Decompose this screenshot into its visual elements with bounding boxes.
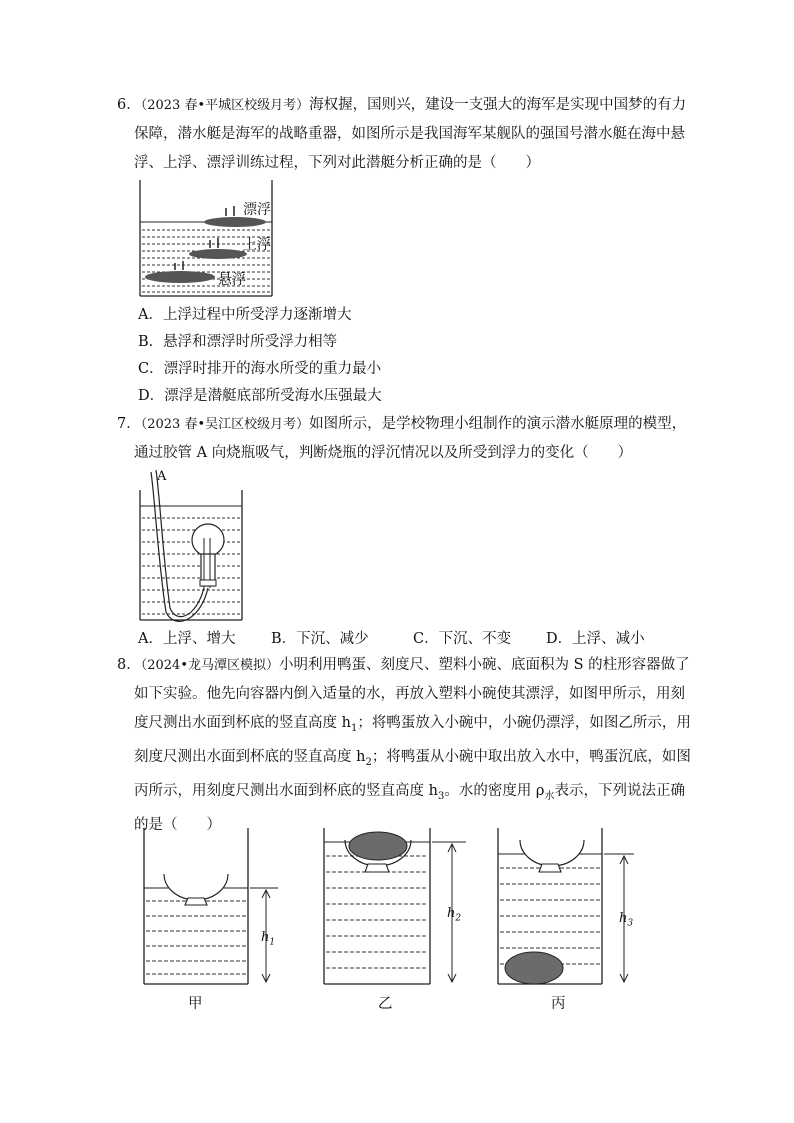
q8-line5 bbox=[117, 777, 691, 811]
q8-line2: 如下实验。他先向容器内倒入适量的水，再放入塑料小碗使其漂浮，如图甲所示，用刻 bbox=[134, 686, 685, 702]
label-xuanfu: 悬浮 bbox=[218, 272, 246, 288]
bowl-bing bbox=[520, 840, 584, 872]
q8-sub-3: 3 bbox=[437, 790, 445, 802]
q8-line6: 的是（ ） bbox=[134, 816, 221, 833]
q8-line4-b: ；将鸭蛋从小碗中取出放入水中，鸭蛋沉底，如图 bbox=[371, 748, 691, 765]
q7-option-d: D．上浮、减小 bbox=[546, 631, 645, 647]
h3-letter: h bbox=[619, 911, 628, 926]
q7-text1: 如图所示，是学校物理小组制作的演示潜水艇原理的模型， bbox=[309, 416, 687, 432]
question-7 bbox=[117, 410, 686, 468]
q6-text1: 海权握，国则兴，建设一支强大的海军是实现中国梦的有力 bbox=[309, 97, 687, 113]
q7-option-b: B．下沉、减少 bbox=[271, 631, 369, 647]
figure-bing bbox=[494, 826, 644, 988]
q6-option-a: A．上浮过程中所受浮力逐渐增大 bbox=[138, 307, 352, 323]
caption-yi: 乙 bbox=[378, 996, 393, 1012]
bowl-jia bbox=[164, 874, 228, 905]
h3-label bbox=[619, 911, 633, 929]
q6-line2: 保障，潜水艇是海军的战略重器，如图所示是我国海军某舰队的强国号潜水艇在海中悬 bbox=[134, 126, 685, 142]
question-6 bbox=[117, 91, 686, 178]
question-8 bbox=[117, 651, 691, 840]
q8-sub-2: 2 bbox=[365, 756, 372, 768]
q6-option-b: B．悬浮和漂浮时所受浮力相等 bbox=[138, 334, 338, 350]
q7-option-c: C．下沉、不变 bbox=[413, 631, 512, 647]
q6-line1 bbox=[117, 91, 686, 120]
h1-label bbox=[261, 930, 275, 948]
caption-bing: 丙 bbox=[551, 996, 566, 1012]
h2-letter: h bbox=[447, 906, 456, 921]
label-piaofu: 漂浮 bbox=[243, 202, 271, 218]
q8-line4 bbox=[117, 743, 691, 777]
q6-number: 6． bbox=[117, 97, 141, 113]
h1-sub: 1 bbox=[269, 937, 276, 948]
q8-line1 bbox=[117, 651, 691, 680]
h1-letter: h bbox=[261, 930, 270, 945]
q8-line5-a: 丙所示，用刻度尺测出水面到杯底的竖直高度 h bbox=[134, 782, 438, 799]
q6-line3: 浮、上浮、漂浮训练过程，下列对此潜艇分析正确的是（ ） bbox=[134, 155, 540, 171]
figure-jia bbox=[140, 826, 280, 988]
h2-sub: 2 bbox=[455, 913, 462, 924]
label-shangfu: 上浮 bbox=[243, 237, 271, 253]
h2-label bbox=[447, 906, 461, 924]
q8-line3-b: ；将鸭蛋放入小碗中，小碗仍漂浮，如图乙所示，用 bbox=[357, 715, 691, 731]
q8-sub-water: 水 bbox=[544, 790, 555, 802]
q8-number: 8． bbox=[117, 657, 141, 673]
q7-source: （2023 春•吴江区校级月考） bbox=[140, 417, 310, 432]
submarine-rising bbox=[189, 238, 247, 259]
q8-sub-1: 1 bbox=[350, 722, 358, 734]
tube-label-a: A bbox=[157, 469, 167, 484]
bowl-with-egg-yi bbox=[345, 832, 411, 872]
q6-option-d: D．漂浮是潜艇底部所受海水压强最大 bbox=[138, 388, 382, 404]
q8-line3 bbox=[117, 709, 691, 743]
q8-source: （2024•龙马潭区模拟） bbox=[140, 658, 279, 673]
q8-line3-a: 度尺测出水面到杯底的竖直高度 h bbox=[134, 715, 351, 731]
q8-line4-a: 刻度尺测出水面到杯底的竖直高度 h bbox=[134, 748, 366, 765]
h3-sub: 3 bbox=[627, 918, 634, 929]
q7-line1 bbox=[117, 410, 686, 439]
q8-line5-c: 表示，下列说法正确 bbox=[554, 782, 685, 799]
q6-source: （2023 春•平城区校级月考） bbox=[140, 98, 310, 113]
q7-number: 7． bbox=[117, 416, 141, 432]
q8-line5-b: 。水的密度用 ρ bbox=[444, 782, 545, 799]
q6-option-c: C．漂浮时排开的海水所受的重力最小 bbox=[138, 361, 382, 377]
q7-option-a: A．上浮、增大 bbox=[138, 631, 236, 647]
caption-jia: 甲 bbox=[188, 996, 203, 1012]
q8-text1: 小明利用鸭蛋、刻度尺、塑料小碗、底面积为 S 的柱形容器做了 bbox=[279, 657, 690, 673]
q7-line2: 通过胶管 A 向烧瓶吸气，判断烧瓶的浮沉情况以及所受到浮力的变化（ ） bbox=[134, 445, 633, 461]
submarine-model-figure bbox=[138, 468, 246, 624]
egg-bing bbox=[505, 952, 563, 984]
